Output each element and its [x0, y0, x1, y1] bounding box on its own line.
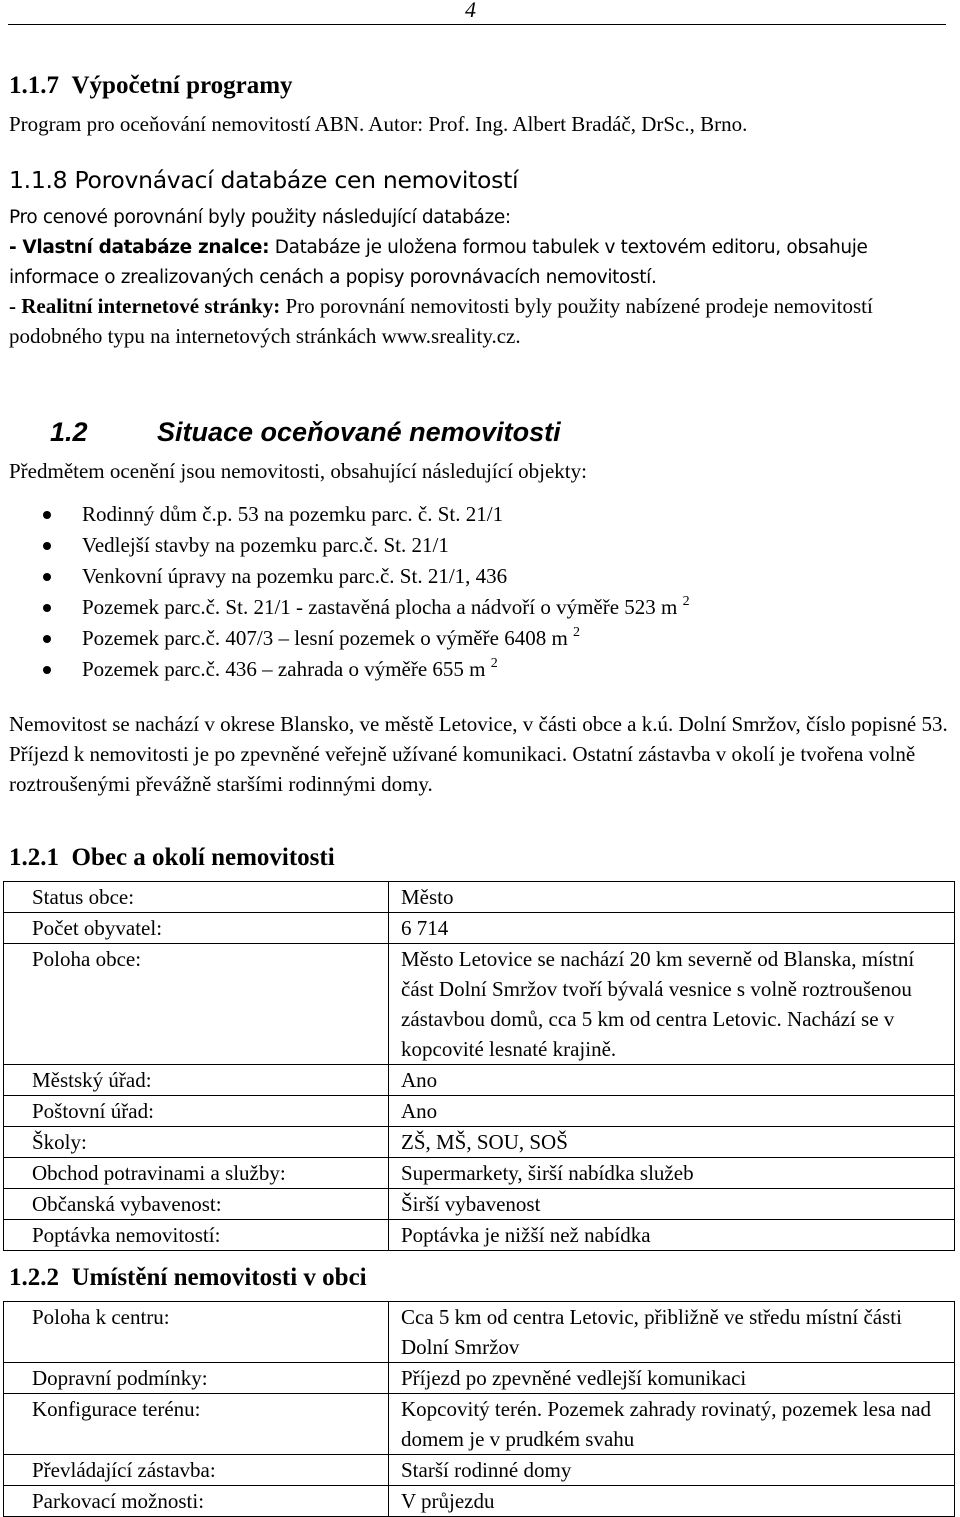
bullet-icon	[43, 635, 51, 643]
list-item: Vedlejší stavby na pozemku parc.č. St. 21/1	[9, 530, 954, 561]
superscript: 2	[490, 656, 498, 671]
list-item: Rodinný dům č.p. 53 na pozemku parc. č. St. 21/1	[9, 499, 954, 530]
paragraph-real-estate-sites	[9, 291, 954, 351]
paragraph-program: Program pro oceňování nemovitostí ABN. Autor: Prof. Ing. Albert Bradáč, DrSc., Brno.	[9, 112, 748, 136]
table-row: Převládající zástavba: Starší rodinné domy	[4, 1455, 955, 1486]
bullet-icon	[43, 666, 51, 674]
heading-number: 1.1.7	[9, 72, 59, 99]
list-item: Pozemek parc.č. 436 – zahrada o výměře 655 m $^2$	[9, 654, 954, 685]
section-databases	[9, 203, 954, 293]
superscript: 2	[573, 625, 581, 640]
heading-1-2	[9, 415, 954, 449]
paragraph-location: Nemovitost se nachází v okrese Blansko, ve městě Letovice, v části obce a k.ú. Dolní Smržov, číslo popisné 53. Příjezd k nemovitosti je po zpevněné veřejně užívané komunikaci. Ostatní zástavba v okolí je tvořena volně roztroušenými převážně staršími rodinnými domy.	[9, 712, 948, 796]
bullet-icon	[43, 604, 51, 612]
paragraph-databases-intro: Pro cenové porovnání byly použity následující databáze:	[9, 207, 511, 228]
heading-1-1-7	[9, 70, 954, 102]
table-row: Poloha obce: Město Letovice se nachází 20 km severně od Blanska, místní část Dolní Smržov tvoří bývalá vesnice s volně roztroušenou zástavbou domů, cca 5 km od centra Letovic. Nachází se v kopcovité lesnaté krajině.	[4, 944, 955, 1065]
list-item: Pozemek parc.č. St. 21/1 - zastavěná plocha a nádvoří o výměře 523 m $^2$	[9, 592, 954, 623]
table-row: Občanská vybavenost: Širší vybavenost	[4, 1189, 955, 1220]
table-row: Dopravní podmínky: Příjezd po zpevněné vedlejší komunikaci	[4, 1363, 955, 1394]
municipality-table	[3, 881, 955, 1251]
heading-title: Situace oceňované nemovitosti	[157, 417, 561, 447]
heading-1-2-1	[9, 842, 954, 874]
real-estate-sites-text: Pro porovnání nemovitosti byly použity nabízené prodeje nemovitostí podobného typu na internetových stránkách www.sreality.cz.	[9, 294, 873, 348]
table-row: Poptávka nemovitostí: Poptávka je nižší než nabídka	[4, 1220, 955, 1251]
own-database-text: Databáze je uložena formou tabulek v textovém editoru, obsahuje informace o zrealizovaných cenách a popisy porovnávacích nemovitostí.	[9, 237, 868, 288]
table-row: Status obce: Město	[4, 882, 955, 913]
heading-title: Výpočetní programy	[71, 72, 293, 99]
heading-title: Porovnávací databáze cen nemovitostí	[74, 166, 519, 194]
heading-title: Umístění nemovitosti v obci	[71, 1264, 367, 1291]
header-rule	[8, 24, 946, 25]
list-item: Pozemek parc.č. 407/3 – lesní pozemek o výměře 6408 m $^2$	[9, 623, 954, 654]
placement-table	[3, 1301, 955, 1517]
page-number: 4	[465, 0, 476, 22]
table-row: Poštovní úřad: Ano	[4, 1096, 955, 1127]
heading-1-1-8	[9, 164, 954, 196]
heading-number: 1.2.2	[9, 1264, 59, 1291]
list-item: Venkovní úpravy na pozemku parc.č. St. 21/1, 436	[9, 561, 954, 592]
paragraph-objects-intro: Předmětem ocenění jsou nemovitosti, obsahující následující objekty:	[9, 459, 587, 483]
heading-number: 1.2	[50, 417, 88, 447]
table-row: Obchod potravinami a služby: Supermarkety, širší nabídka služeb	[4, 1158, 955, 1189]
table-row: Poloha k centru: Cca 5 km od centra Letovic, přibližně ve středu místní části Dolní Smržov	[4, 1302, 955, 1363]
paragraph-own-database	[9, 233, 954, 293]
table-row: Městský úřad: Ano	[4, 1065, 955, 1096]
heading-1-2-2	[9, 1262, 954, 1294]
bullet-icon	[43, 573, 51, 581]
table-row: Parkovací možnosti: V průjezdu	[4, 1486, 955, 1517]
bullet-icon	[43, 511, 51, 519]
objects-list	[9, 499, 954, 685]
table-row: Školy: ZŠ, MŠ, SOU, SOŠ	[4, 1127, 955, 1158]
heading-number: 1.1.8	[9, 166, 68, 194]
real-estate-sites-label: - Realitní internetové stránky:	[9, 294, 281, 318]
table-row: Počet obyvatel: 6 714	[4, 913, 955, 944]
heading-number: 1.2.1	[9, 844, 59, 871]
table-row: Konfigurace terénu: Kopcovitý terén. Pozemek zahrady rovinatý, pozemek lesa nad domem je v prudkém svahu	[4, 1394, 955, 1455]
bullet-icon	[43, 542, 51, 550]
heading-title: Obec a okolí nemovitosti	[71, 844, 335, 871]
own-database-label: - Vlastní databáze znalce:	[9, 237, 270, 258]
superscript: 2	[682, 594, 690, 609]
